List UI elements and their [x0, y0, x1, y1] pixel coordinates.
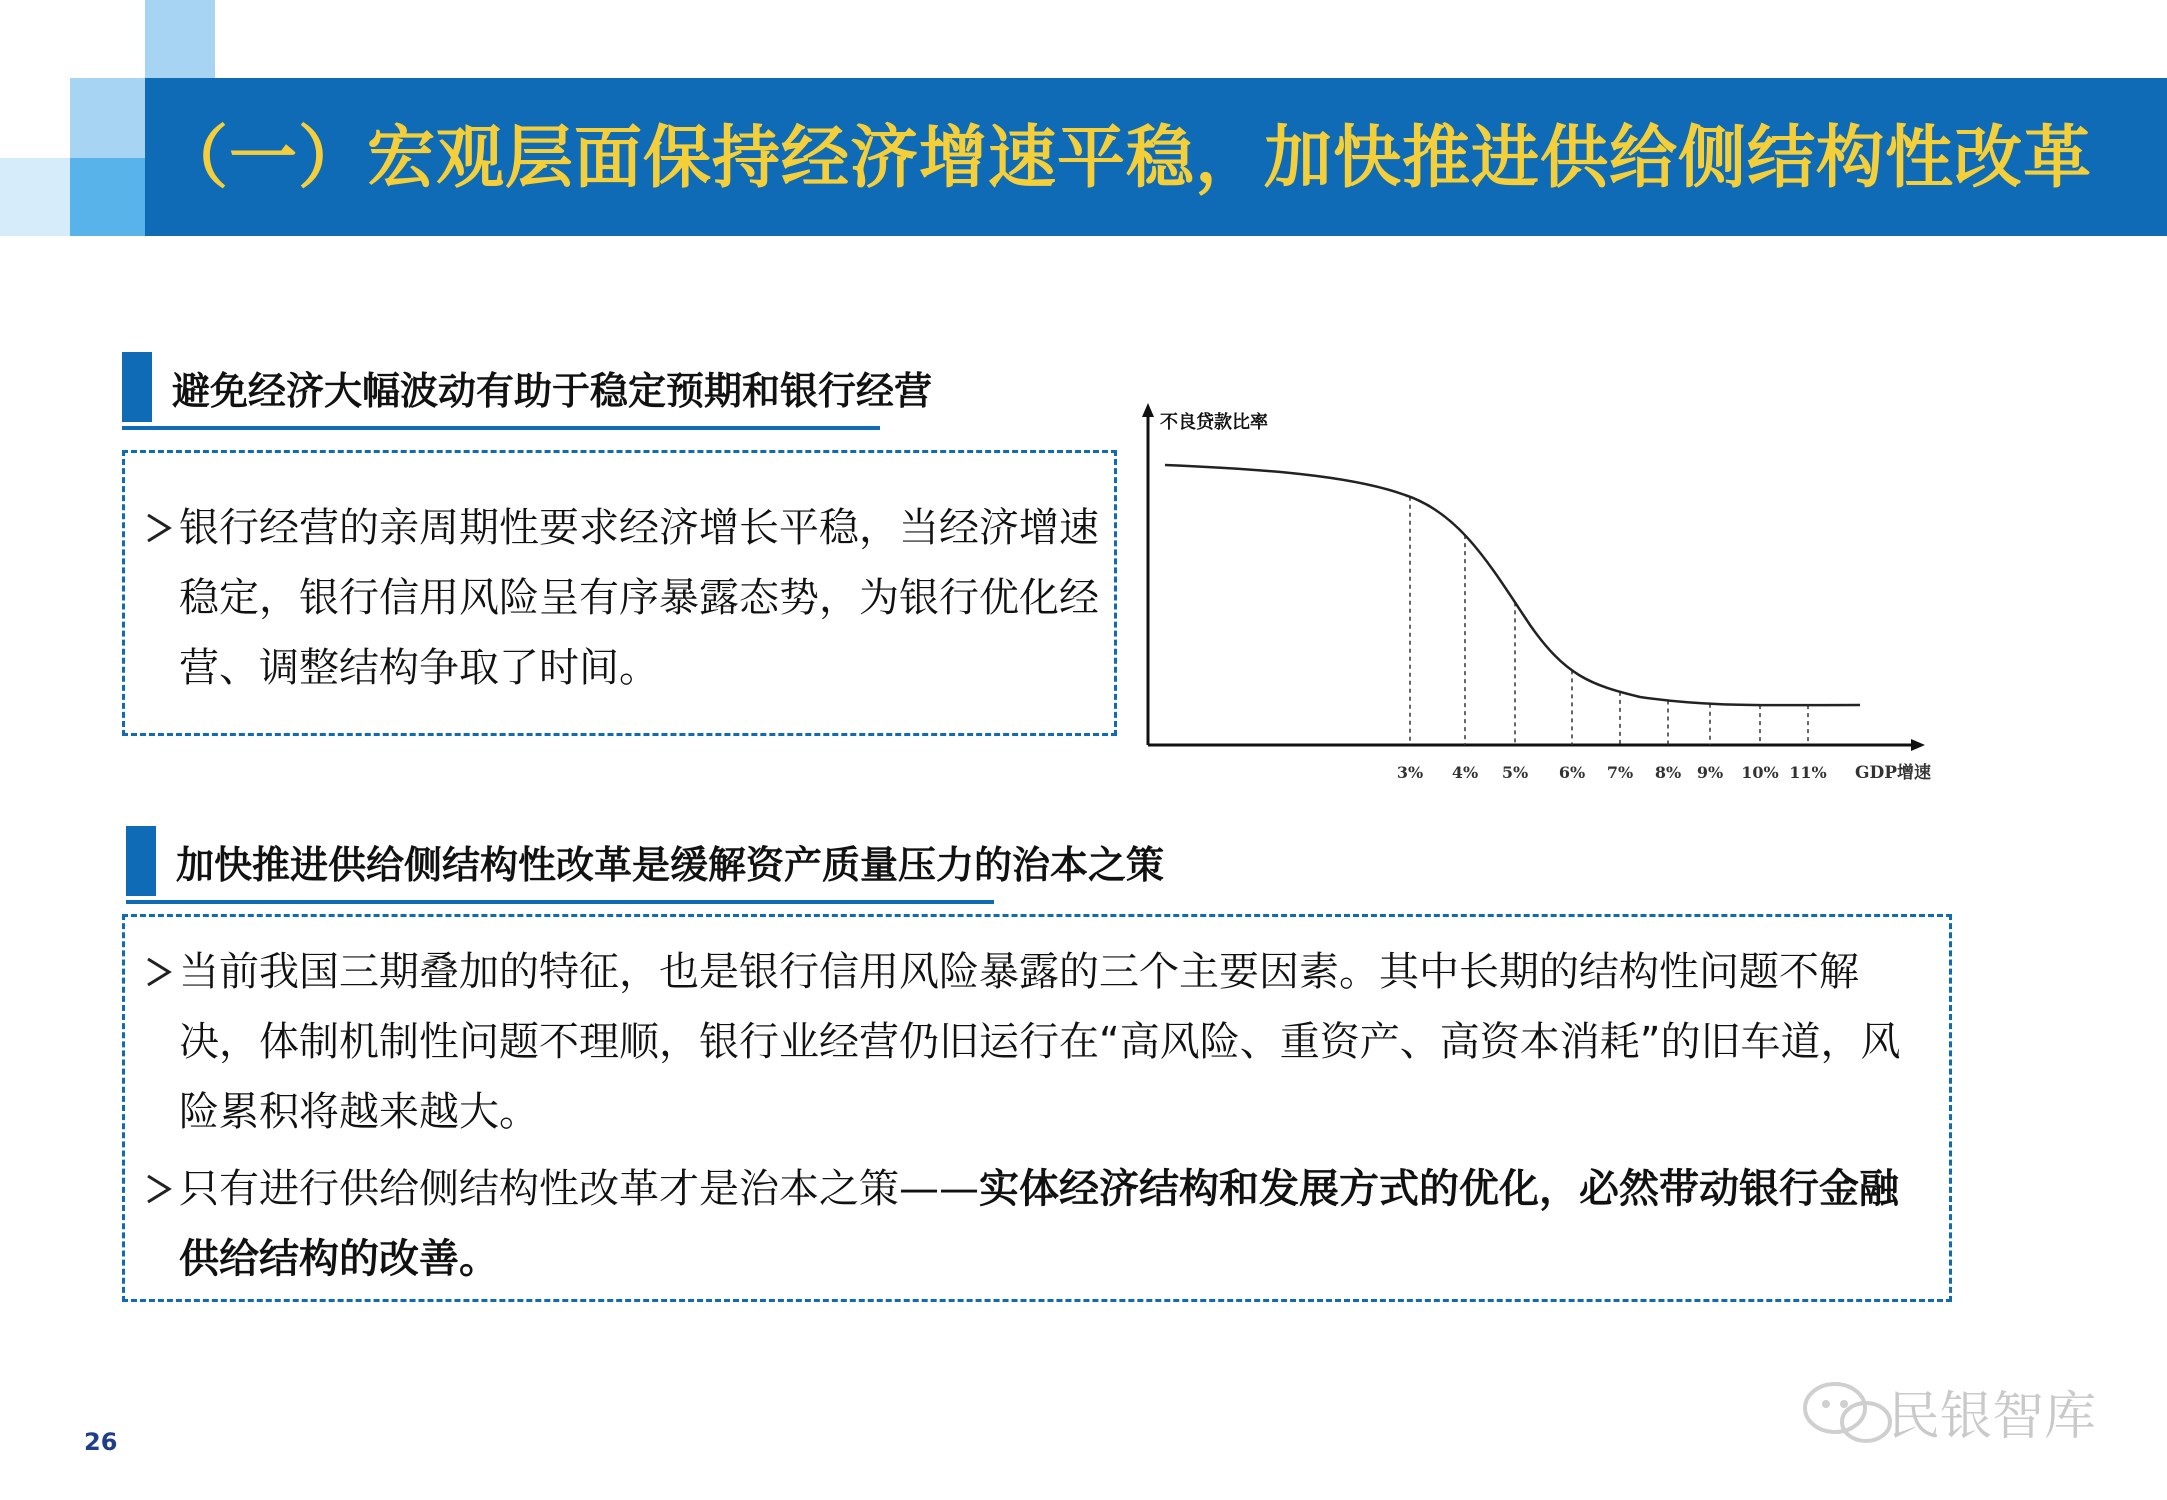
section1-heading: 避免经济大幅波动有助于稳定预期和银行经营 [172, 369, 933, 413]
x-tick-label: 11% [1789, 763, 1827, 782]
x-tick-label: 3% [1396, 763, 1424, 782]
x-tick-label: 8% [1654, 763, 1682, 782]
page-number: 26 [84, 1428, 118, 1456]
section1-bullet [145, 493, 1100, 703]
section-underline [122, 426, 880, 430]
x-tick-label: 10% [1741, 763, 1779, 782]
deco-square-3 [0, 158, 70, 236]
section1-header [122, 352, 933, 432]
x-tick-label: 9% [1696, 763, 1724, 782]
deco-square-1 [145, 0, 215, 78]
x-axis-label: GDP增速 [1855, 763, 1932, 783]
section2-paragraph-1: 当前我国三期叠加的特征，也是银行信用风险暴露的三个主要因素。其中长期的结构性问题不解决，体制机制性问题不理顺，银行业经营仍旧运行在“高风险、重资产、高资本消耗”的旧车道，风险累积将越来越大。 [179, 949, 1901, 1135]
section2-bullet-2 [145, 1154, 1935, 1294]
x-tick-label: 7% [1606, 763, 1634, 782]
page-title: （一）宏观层面保持经济增速平稳，加快推进供给侧结构性改革 [160, 119, 2093, 198]
paragraph2-normal: 只有进行供给侧结构性改革才是治本之策—— [179, 1166, 979, 1212]
npl-gdp-chart [1120, 395, 1950, 805]
arrow-bullet-icon [145, 1154, 173, 1224]
x-tick-label: 6% [1558, 763, 1586, 782]
y-axis-label: 不良贷款比率 [1160, 412, 1268, 433]
section-marker [126, 826, 156, 896]
section1-paragraph: 银行经营的亲周期性要求经济增长平稳，当经济增速稳定，银行信用风险呈有序暴露态势，为银行优化经营、调整结构争取了时间。 [179, 505, 1099, 691]
deco-square-4 [70, 158, 145, 236]
x-tick-label: 5% [1501, 763, 1529, 782]
section-marker [122, 352, 152, 422]
deco-square-2 [70, 78, 145, 158]
section-underline [126, 900, 994, 904]
arrow-bullet-icon [145, 937, 173, 1007]
paragraph2-bold: 实体经济结构和发展方式的优化，必然带动银行金融供给结构的改善。 [179, 1166, 1899, 1282]
section2-paragraph-2 [179, 1154, 1935, 1294]
watermark-text: 民银智库 [1888, 1387, 2097, 1447]
arrow-bullet-icon [145, 493, 173, 563]
section2-bullet-1 [145, 937, 1935, 1147]
section2-heading: 加快推进供给侧结构性改革是缓解资产质量压力的治本之策 [176, 843, 1165, 887]
section2-header [126, 826, 1165, 906]
x-tick-label: 4% [1451, 763, 1479, 782]
